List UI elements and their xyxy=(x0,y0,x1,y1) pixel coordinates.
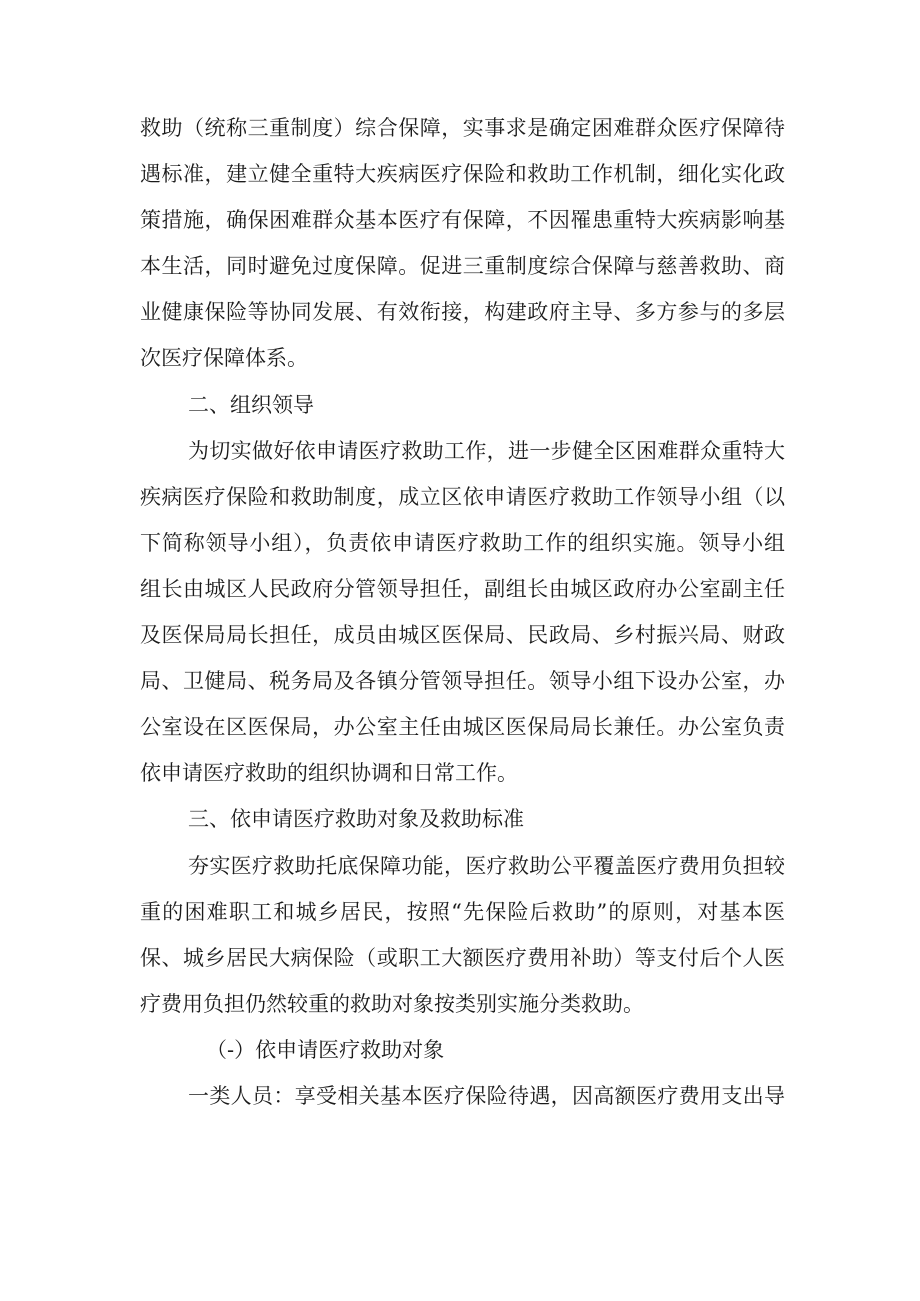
paragraph-line: 下简称领导小组），负责依申请医疗救助工作的组织实施。领导小组 xyxy=(140,530,785,555)
paragraph-line: 公室设在区医保局，办公室主任由城区医保局局长兼任。办公室负责 xyxy=(140,715,785,740)
paragraph-line: 策措施，确保困难群众基本医疗有保障，不因罹患重特大疾病影响基 xyxy=(140,208,785,233)
paragraph-line: 一类人员：享受相关基本医疗保险待遇，因高额医疗费用支出导 xyxy=(188,1083,785,1108)
section-heading: 三、依申请医疗救助对象及救助标准 xyxy=(188,807,524,832)
paragraph-line: 疗费用负担仍然较重的救助对象按类别实施分类救助。 xyxy=(140,991,644,1016)
paragraph-line: 本生活，同时避免过度保障。促进三重制度综合保障与慈善救助、商 xyxy=(140,254,785,279)
paragraph-line: 遇标准，建立健全重特大疾病医疗保险和救助工作机制，细化实化政 xyxy=(140,162,785,187)
paragraph-line: 局、卫健局、税务局及各镇分管领导担任。领导小组下设办公室，办 xyxy=(140,669,785,694)
paragraph-line: 保、城乡居民大病保险（或职工大额医疗费用补助）等支付后个人医 xyxy=(140,945,785,970)
paragraph-line: 次医疗保障体系。 xyxy=(140,346,308,371)
paragraph-line: 疾病医疗保险和救助制度，成立区依申请医疗救助工作领导小组（以 xyxy=(140,484,785,509)
paragraph-line: 重的困难职工和城乡居民，按照“先保险后救助”的原则，对基本医 xyxy=(140,899,785,924)
document-body xyxy=(140,105,785,1119)
paragraph-line: 夯实医疗救助托底保障功能，医疗救助公平覆盖医疗费用负担较 xyxy=(188,853,785,878)
paragraph-line: 组长由城区人民政府分管领导担任，副组长由城区政府办公室副主任 xyxy=(140,576,785,601)
paragraph-line: 为切实做好依申请医疗救助工作，进一步健全区困难群众重特大 xyxy=(188,438,785,463)
paragraph-line: 救助（统称三重制度）综合保障，实事求是确定困难群众医疗保障待 xyxy=(140,116,785,140)
subsection-heading: （-）依申请医疗救助对象 xyxy=(206,1037,445,1062)
section-heading: 二、组织领导 xyxy=(188,392,314,417)
paragraph-line: 业健康保险等协同发展、有效衔接，构建政府主导、多方参与的多层 xyxy=(140,300,785,325)
paragraph-line: 依申请医疗救助的组织协调和日常工作。 xyxy=(140,761,518,786)
paragraph-line: 及医保局局长担任，成员由城区医保局、民政局、乡村振兴局、财政 xyxy=(140,623,785,648)
